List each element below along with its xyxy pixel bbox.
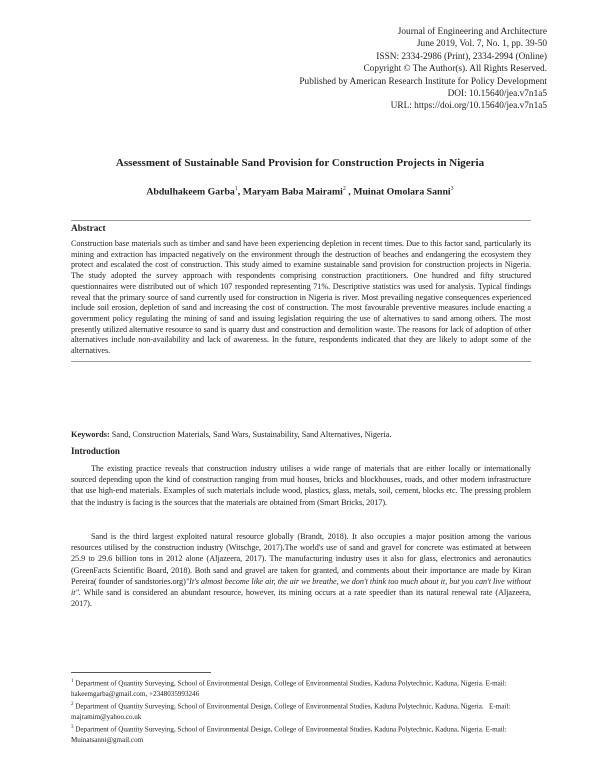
author-name: Abdulhakeem Garba (146, 186, 235, 198)
author-name: Maryam Baba Mairami (242, 186, 343, 198)
intro-paragraph-1: The existing practice reveals that construction industry utilises a wide range of materials that are either locally or internationally sourced depending upon the kind of construction ranging from mud houses, bricks and blockhouses, roads, and other modern infrastructure that use high-end materials. Examples of such materials include wood, plastics, glass, metals, soil, cement, blocks etc. The pressing problem that the industry is facing is the sources that the materials are obtained from (Smart Bricks, 2017). (71, 464, 531, 507)
author-sep: , (237, 186, 243, 198)
author-list (70, 186, 530, 197)
intro-paragraph-2 (71, 531, 531, 609)
footnote-2 (71, 700, 541, 723)
section-heading-introduction: Introduction (71, 446, 120, 456)
author-sup: 2 (342, 186, 346, 192)
footnote-number: 3 (71, 724, 74, 730)
intro-paragraph-2-text-b: While sand is considered an abundant resource, however, its mining occurs at a rate speedier than its natural renewal rate (Aljazeera, 2017). (71, 588, 531, 609)
footnote-text: Department of Quantity Surveying, School of Environmental Design, College of Environmental Studies, Kaduna Polytechnic, Kaduna, Nigeria. E-mail: hakeemgarba@gmail.com, +2348035993246 (71, 679, 507, 699)
keywords-text: Sand, Construction Materials, Sand Wars, Sustainability, Sand Alternatives, Nigeria. (109, 430, 392, 439)
journal-issn: ISSN: 2334-2986 (Print), 2334-2994 (Online) (376, 51, 547, 62)
footnote-number: 1 (71, 679, 74, 684)
footnotes (71, 677, 541, 746)
journal-info (127, 26, 547, 113)
footnote-text: Department of Quantity Surveying, School of Environmental Design, College of Environmental Studies, Kaduna Polytechnic, Kaduna, Nigeria. E-mail: majramim@yahoo.co.uk (71, 702, 513, 722)
footnote-number: 2 (71, 701, 74, 707)
journal-doi: DOI: 10.15640/jea.v7n1a5 (447, 89, 547, 100)
abstract-section (71, 220, 531, 362)
journal-publisher: Published by American Research Institute for Policy Development (299, 76, 547, 87)
footnote-1 (71, 677, 541, 700)
intro-paragraph-2-text-a: Sand is the third largest exploited natural resource globally (Brandt, 2018). It also occupies a major position among the various resources utilised by the construction industry (Witschge, 2017).The world's use of sand and gravel for concrete was estimated at between 25.9 to 29.6 billion tons in 2012 alone (Aljazeera, 2017). The manufacturing industry uses it also for glass, electronics and aeronautics (GreenFacts Scientific Board, 2018). Both sand and gravel are taken for granted, and comments about their importance are made by Kiran Pereira( founder of sandstories.org) (71, 532, 531, 586)
intro-quote: "It's almost become like air, the air we breathe, we don't think too much about it, but you can't live without it". (71, 576, 531, 598)
footnote-divider (71, 672, 211, 673)
abstract-heading: Abstract (71, 224, 106, 234)
journal-issue: June 2019, Vol. 7, No. 1, pp. 39-50 (416, 39, 547, 50)
author-name: Muinat Omolara Sanni (353, 186, 451, 198)
paper-title: Assessment of Sustainable Sand Provision for Construction Projects in Nigeria (115, 157, 485, 169)
keywords (71, 430, 531, 439)
journal-url[interactable]: URL: https://doi.org/10.15640/jea.v7n1a5 (390, 101, 547, 112)
footnote-text: Department of Quantity Surveying, School of Environmental Design, College of Environmental Studies, Kaduna Polytechnic, Kaduna, Nigeria. E-mail: Muinatsanni@gmail.com (71, 725, 507, 745)
abstract-text: Construction base materials such as timber and sand have been experiencing depletion in recent times. Due to this factor sand, particularly its mining and extraction has impacted negatively on the environment through the destruction of beaches and endangering the ecosystem they protect and escalated the cost of construction. This study aimed to examine sustainable sand provision for construction projects in Nigeria. The study adopted the survey approach with respondents comprising construction practitioners. One hundred and fifty structured questionnaires were distributed out of which 107 responded representing 71%. Descriptive statistics was used for analysis. Typical findings reveal that the primary source of sand currently used for construction in Nigeria is river. Most prevailing negative consequences experienced include soil erosion, depletion of sand and increasing the cost of construction. The most favourable preventive measures include enacting a government policy regulating the mining of sand and issuing legislation requiring the use of alternatives to sand among others. The most presently utilized alternative resource to sand is quarry dust and construction and demolition waste. The reasons for lack of adoption of other alternatives include non-availability and lack of awareness. In the future, respondents indicated that they are likely to adopt some of the alternatives. (71, 239, 531, 356)
journal-name: Journal of Engineering and Architecture (397, 27, 547, 37)
footnote-3 (71, 723, 541, 746)
author-sup: 1 (234, 186, 238, 192)
keywords-label: Keywords: (71, 430, 110, 439)
journal-copyright: Copyright © The Author(s). All Rights Reserved. (363, 64, 547, 75)
author-sep: , (345, 186, 354, 198)
author-sup: 3 (450, 186, 454, 192)
